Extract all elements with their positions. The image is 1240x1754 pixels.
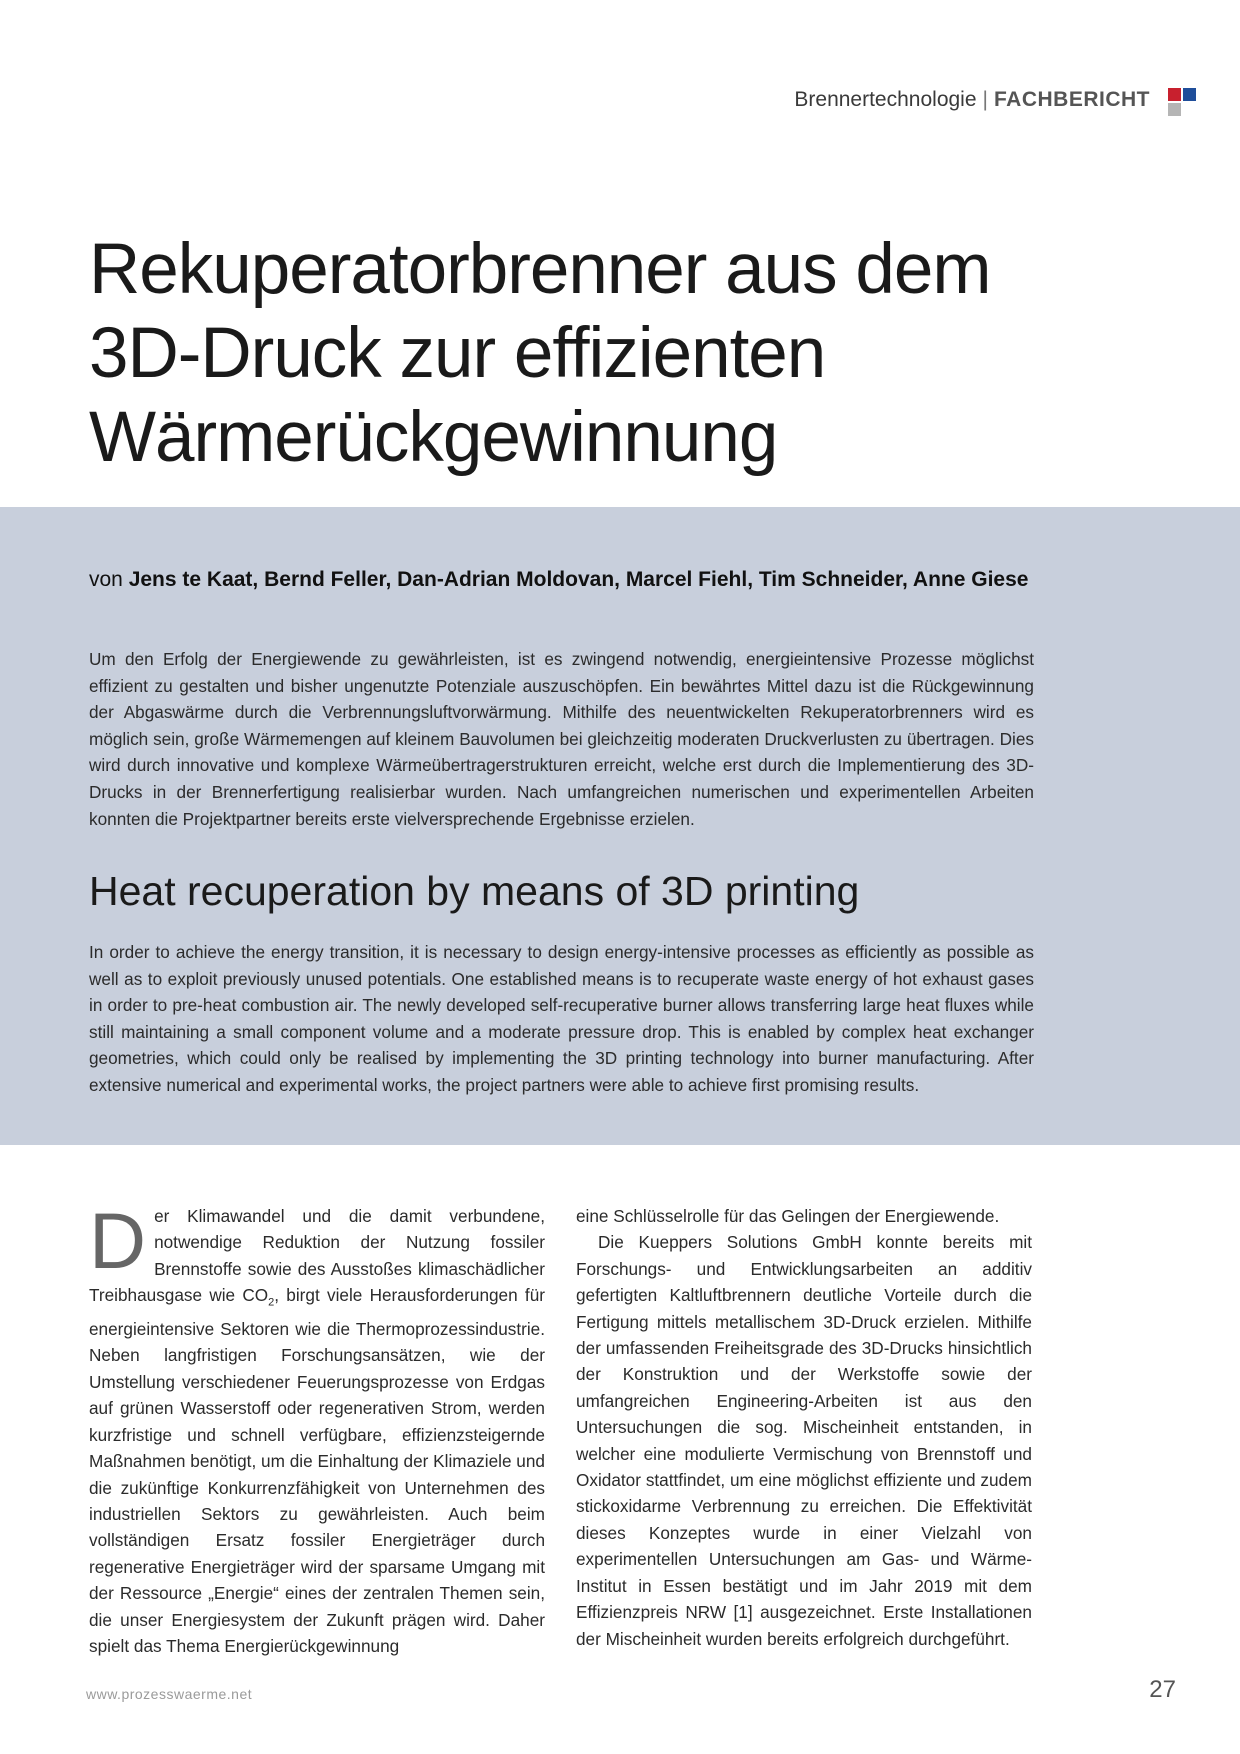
english-subtitle: Heat recuperation by means of 3D printing — [89, 868, 860, 914]
body-left-text-2: , birgt viele Herausforderungen für energieintensive Sektoren wie die Thermoprozessindustrie. Neben langfristigen Forschungsansätzen, wie der Umstellung verschiedener Feuerungsprozesse von Erdgas auf grünen Wasserstoff oder regenerativen Strom, werden kurzfristige und schnell verfügbare, effizienzsteigernde Maßnahmen benötigt, um die Einhaltung der Klimaziele und die zukünftige Konkurrenzfähigkeit von Unternehmen des industriellen Sektors zu gewährleisten. Auch beim vollständigen Ersatz fossiler Energieträger durch regenerative Energieträger wird der sparsame Umgang mit der Ressource „Energie“ eines der zentralen Themen sein, die unser Energiesystem der Zukunft prägen wird. Daher spielt das Thema Energierückgewinnung — [89, 1285, 545, 1656]
running-head — [794, 88, 1150, 112]
abstract-english: In order to achieve the energy transition, it is necessary to design energy-intensive processes as efficiently as possible as well as to exploit previously unused potentials. One established means is to recuperate waste energy of hot exhaust gases in order to pre-heat combustion air. The newly developed self-recuperative burner allows transferring large heat fluxes while still maintaining a small component volume and a moderate pressure drop. This is enabled by complex heat exchanger geometries, which could only be realised by implementing the 3D printing technology into burner manufacturing. After extensive numerical and experimental works, the project partners were able to achieve first promising results. — [89, 942, 1034, 1095]
author-line — [89, 566, 1089, 593]
body-right-paragraph-2: Die Kueppers Solutions GmbH konnte bereits mit Forschungs- und Entwicklungsarbeiten an additiv gefertigten Kaltluftbrennern deutliche Vorteile durch die Fertigung mittels metallischem 3D-Druck erzielen. Mithilfe der umfassenden Freiheitsgrade des 3D-Drucks hinsichtlich der Konstruktion und der Werkstoffe sowie der umfangreichen Engineering-Arbeiten ist aus den Untersuchungen die sog. Mischeinheit entstanden, in welcher eine modulierte Vermischung von Brennstoff und Oxidator stattfindet, um eine möglichst effiziente und zudem stickoxidarme Verbrennung zu erreichen. Die Effektivität dieses Konzeptes wurde in einer Vielzahl von experimentellen Untersuchungen am Gas- und Wärme-Institut in Essen bestätigt und im Jahr 2019 mit dem Effizienzpreis NRW [1] ausgezeichnet. Erste Installationen der Mischeinheit wurden bereits erfolgreich durchgeführt. — [576, 1232, 1032, 1649]
running-head-topic: Brennertechnologie — [794, 88, 977, 111]
article-title — [89, 228, 1139, 480]
body-right-paragraph-1: eine Schlüsselrolle für das Gelingen der Energiewende. — [576, 1206, 1000, 1226]
running-head-separator: | — [982, 88, 988, 111]
body-column-left — [89, 1196, 545, 1659]
footer-url: www.prozesswaerme.net — [86, 1686, 253, 1702]
abstract-german: Um den Erfolg der Energiewende zu gewährleisten, ist es zwingend notwendig, energieintensive Prozesse möglichst effizient zu gestalten und bisher ungenutzte Potenziale auszuschöpfen. Ein bewährtes Mittel dazu ist die Rückgewinnung der Abgaswärme durch die Verbrennungsluftvorwärmung. Mithilfe des neuentwickelten Rekuperatorbrenners wird es möglich sein, große Wärmemengen auf kleinem Bauvolumen bei gleichzeitig moderaten Druckverlusten zu übertragen. Dies wird durch innovative und komplexe Wärmeübertragerstrukturen erreicht, welche erst durch die Implementierung des 3D-Drucks in der Brennerfertigung realisierbar wurden. Nach umfangreichen numerischen und experimentellen Arbeiten konnten die Projektpartner bereits erste vielversprechende Ergebnisse erzielen. — [89, 649, 1034, 829]
title-line-1: Rekuperatorbrenner aus dem — [89, 230, 991, 309]
title-line-3: Wärmerückgewinnung — [89, 398, 778, 477]
running-head-section: FACHBERICHT — [994, 88, 1150, 111]
logo-red-square — [1168, 88, 1181, 101]
co2-subscript: 2 — [268, 1296, 275, 1309]
drop-cap: D — [89, 1196, 147, 1285]
body-column-right — [576, 1203, 1032, 1652]
page-number: 27 — [1149, 1676, 1176, 1703]
body-left-text-1: er Klimawandel und die damit verbundene, notwendige Reduktion der Nutzung fossiler Brennstoffe sowie des Ausstoßes klimaschädlicher Treibhausgase wie CO — [89, 1206, 545, 1306]
title-line-2: 3D-Druck zur effizienten — [89, 314, 826, 393]
author-prefix: von — [89, 568, 123, 591]
author-names: Jens te Kaat, Bernd Feller, Dan-Adrian Moldovan, Marcel Fiehl, Tim Schneider, Anne Giese — [128, 568, 1029, 591]
logo-blue-square — [1183, 88, 1196, 101]
publisher-logo-icon — [1168, 88, 1198, 118]
logo-gray-square — [1168, 103, 1181, 116]
